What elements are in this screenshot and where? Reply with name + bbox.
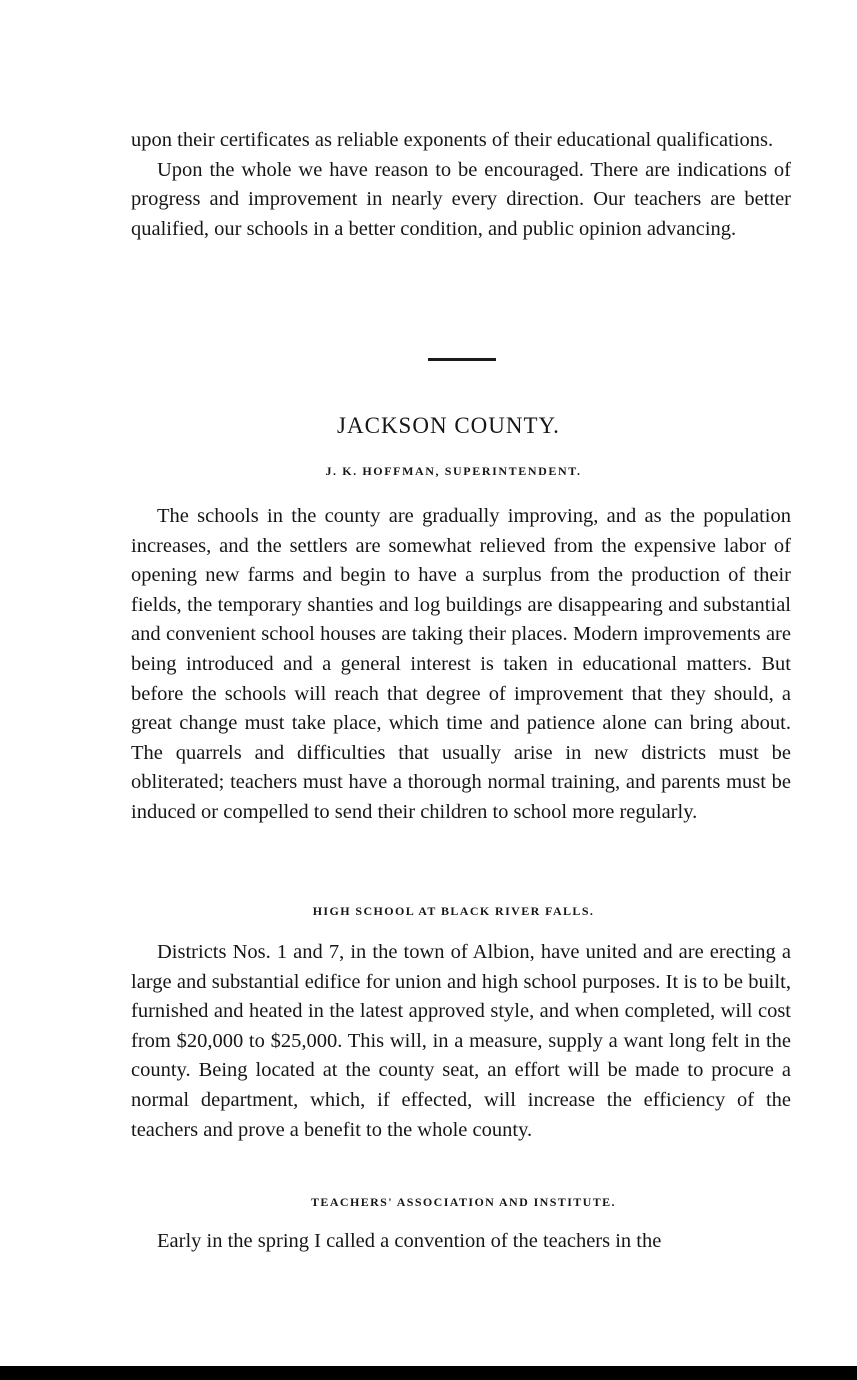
superintendent-byline: J. K. HOFFMAN, SUPERINTENDENT. xyxy=(325,464,582,478)
teachers-association-paragraph: Early in the spring I called a convention of the teachers in the xyxy=(157,1230,662,1252)
intro-section xyxy=(131,126,791,244)
high-school-paragraph: Districts Nos. 1 and 7, in the town of Albion, have united and are erecting a large and substantial edifice for union and high school purposes. It is to be built, furnished and heated in the latest approved style, and when completed, will cost from $20,000 to $25,000. This will, in a measure, supply a want long felt in the county. Being located at the county seat, an effort will be made to procure a normal department, which, if effected, will increase the efficiency of the teachers and prove a benefit to the whole county. xyxy=(131,941,791,1141)
intro-paragraph-continuation: upon their certificates as reliable exponents of their educational qualifications. xyxy=(131,129,774,151)
high-school-section xyxy=(131,938,791,1145)
teachers-association-section xyxy=(131,1227,791,1257)
high-school-heading: HIGH SCHOOL AT BLACK RIVER FALLS. xyxy=(312,904,595,918)
scan-edge-bar xyxy=(0,1366,857,1380)
intro-paragraph-encouraged: Upon the whole we have reason to be encouraged. There are indications of progress and improvement in nearly every direction. Our teachers are better qualified, our schools in a better condition, and public opinion advancing. xyxy=(131,158,791,240)
teachers-association-heading: TEACHERS' ASSOCIATION AND INSTITUTE. xyxy=(311,1195,616,1209)
county-title: JACKSON COUNTY. xyxy=(337,413,560,438)
schools-section xyxy=(131,502,791,828)
section-divider xyxy=(428,358,496,361)
schools-paragraph: The schools in the county are gradually improving, and as the population increases, and the settlers are somewhat relieved from the expensive labor of opening new farms and begin to have a surplus from the production of their fields, the temporary shanties and log buildings are disappearing and substantial and convenient school houses are taking their places. Modern improvements are being introduced and a general interest is taken in educational matters. But before the schools will reach that degree of improvement that they should, a great change must take place, which time and patience alone can bring about. The quarrels and difficulties that usually arise in new districts must be obliterated; teachers must have a thorough normal training, and parents must be induced or compelled to send their children to school more regularly. xyxy=(131,505,791,823)
